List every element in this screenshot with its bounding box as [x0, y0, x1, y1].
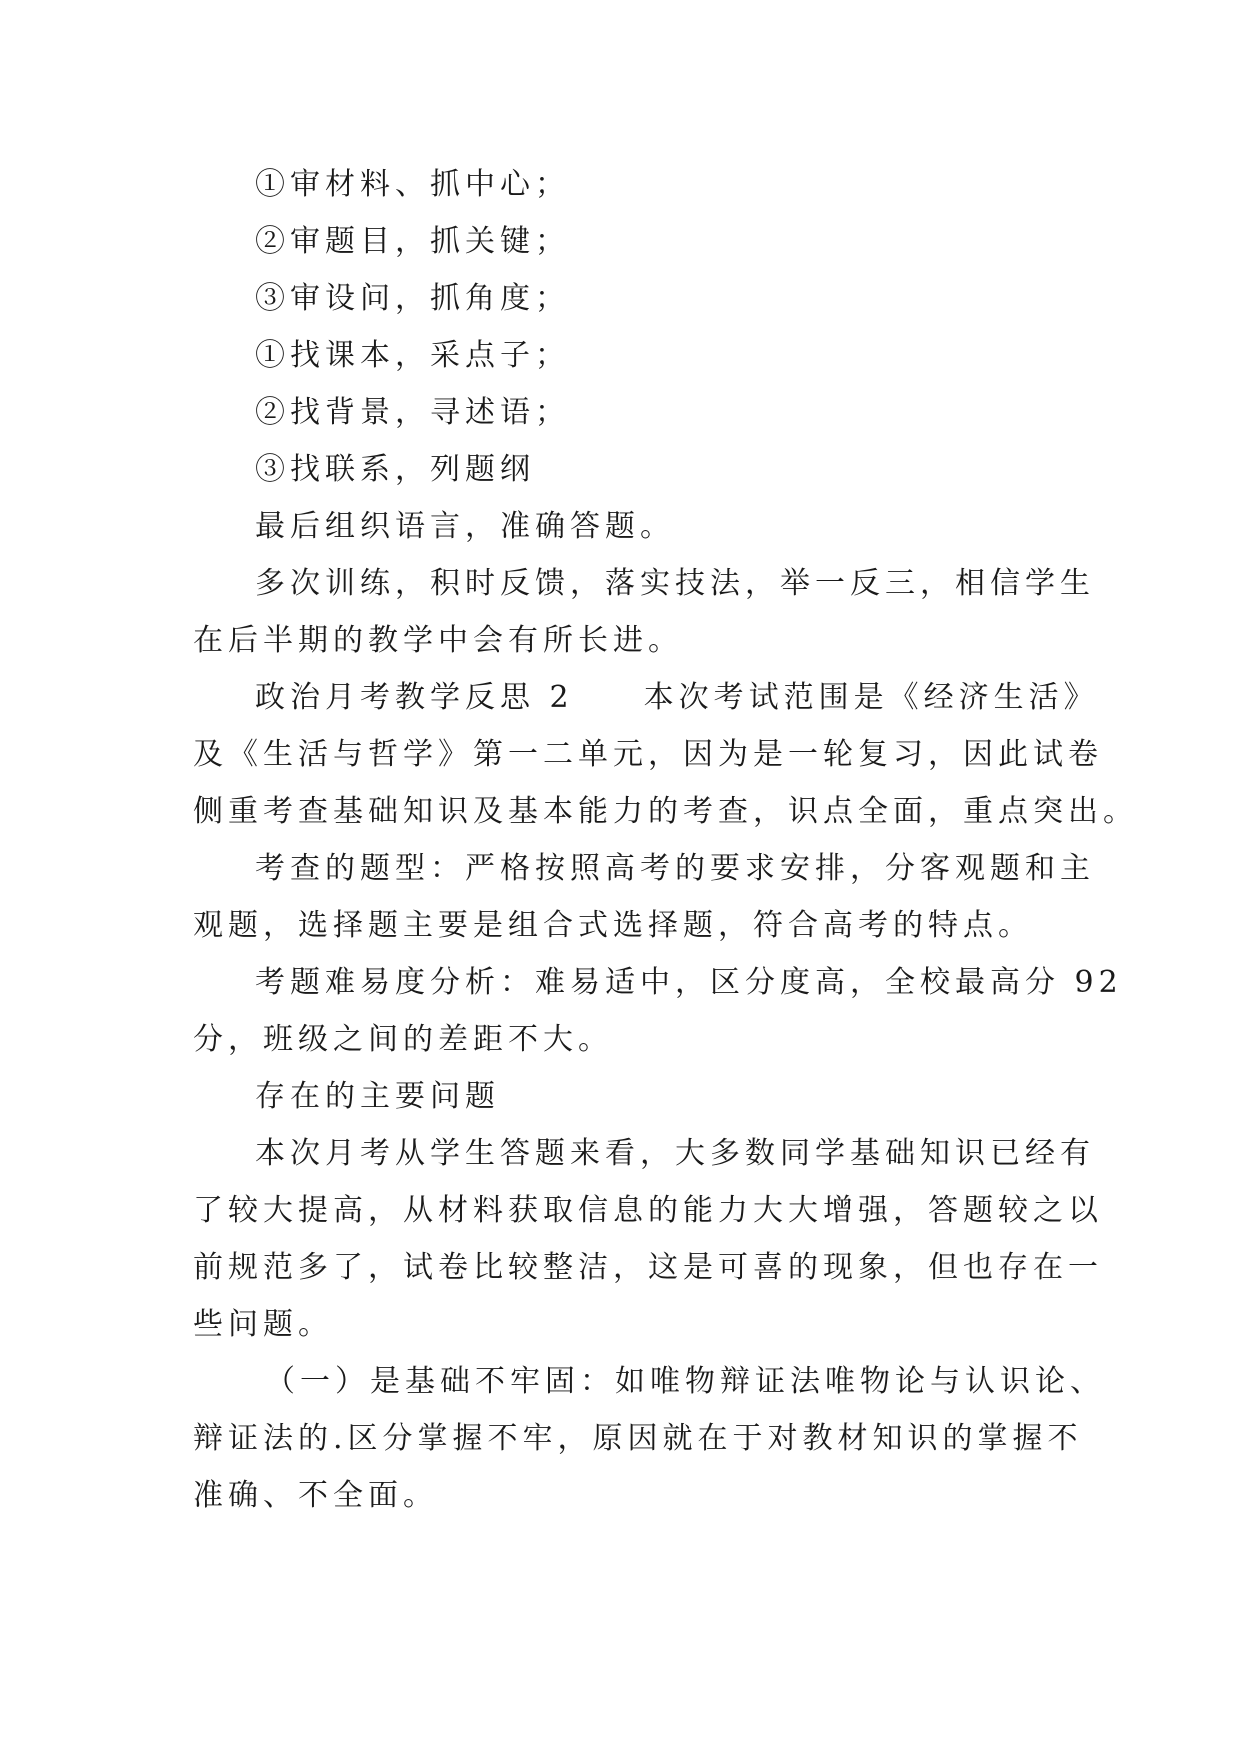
document-body [193, 156, 1138, 1524]
paragraph-conclusion: 最后组织语言，准确答题。 [255, 509, 675, 544]
list-item: ②审题目，抓关键； [255, 224, 570, 259]
paragraph-problem-one-line-3: 准确、不全面。 [193, 1478, 438, 1513]
paragraph-reflection-line-1 [193, 669, 1099, 726]
paragraph-analysis-line-2: 了较大提高，从材料获取信息的能力大大增强，答题较之以 [193, 1193, 1103, 1228]
list-item: ①找课本，采点子； [255, 338, 570, 373]
paragraph-analysis-line-3: 前规范多了，试卷比较整洁，这是可喜的现象，但也存在一 [193, 1250, 1103, 1285]
paragraph-problem-one-line-1: （一）是基础不牢固：如唯物辩证法唯物论与认识论、 [265, 1364, 1105, 1399]
paragraph-reflection-line-3: 侧重考查基础知识及基本能力的考查，识点全面，重点突出。 [193, 794, 1138, 829]
paragraph-reflection-line-2: 及《生活与哲学》第一二单元，因为是一轮复习，因此试卷 [193, 737, 1103, 772]
section-heading-problems: 存在的主要问题 [255, 1079, 500, 1114]
section-title: 政治月考教学反思 2 [255, 680, 574, 715]
list-item: ③找联系，列题纲 [255, 452, 535, 487]
paragraph-training-line-1: 多次训练，积时反馈，落实技法，举一反三，相信学生 [255, 566, 1095, 601]
paragraph-question-types-line-1: 考查的题型：严格按照高考的要求安排，分客观题和主 [255, 851, 1095, 886]
paragraph-problem-one-line-2: 辩证法的.区分掌握不牢，原因就在于对教材知识的掌握不 [193, 1421, 1083, 1456]
list-item: ③审设问，抓角度； [255, 281, 570, 316]
list-item: ①审材料、抓中心； [255, 167, 570, 202]
paragraph-difficulty-line-2: 分，班级之间的差距不大。 [193, 1022, 613, 1057]
paragraph-analysis-line-1: 本次月考从学生答题来看，大多数同学基础知识已经有 [255, 1136, 1095, 1171]
reflection-text: 本次考试范围是《经济生活》 [643, 680, 1099, 715]
paragraph-question-types-line-2: 观题，选择题主要是组合式选择题，符合高考的特点。 [193, 908, 1033, 943]
paragraph-analysis-line-4: 些问题。 [193, 1307, 333, 1342]
list-item: ②找背景，寻述语； [255, 395, 570, 430]
paragraph-training-line-2: 在后半期的教学中会有所长进。 [193, 623, 683, 658]
paragraph-difficulty-line-1: 考题难易度分析：难易适中，区分度高，全校最高分 92 [255, 965, 1123, 1000]
